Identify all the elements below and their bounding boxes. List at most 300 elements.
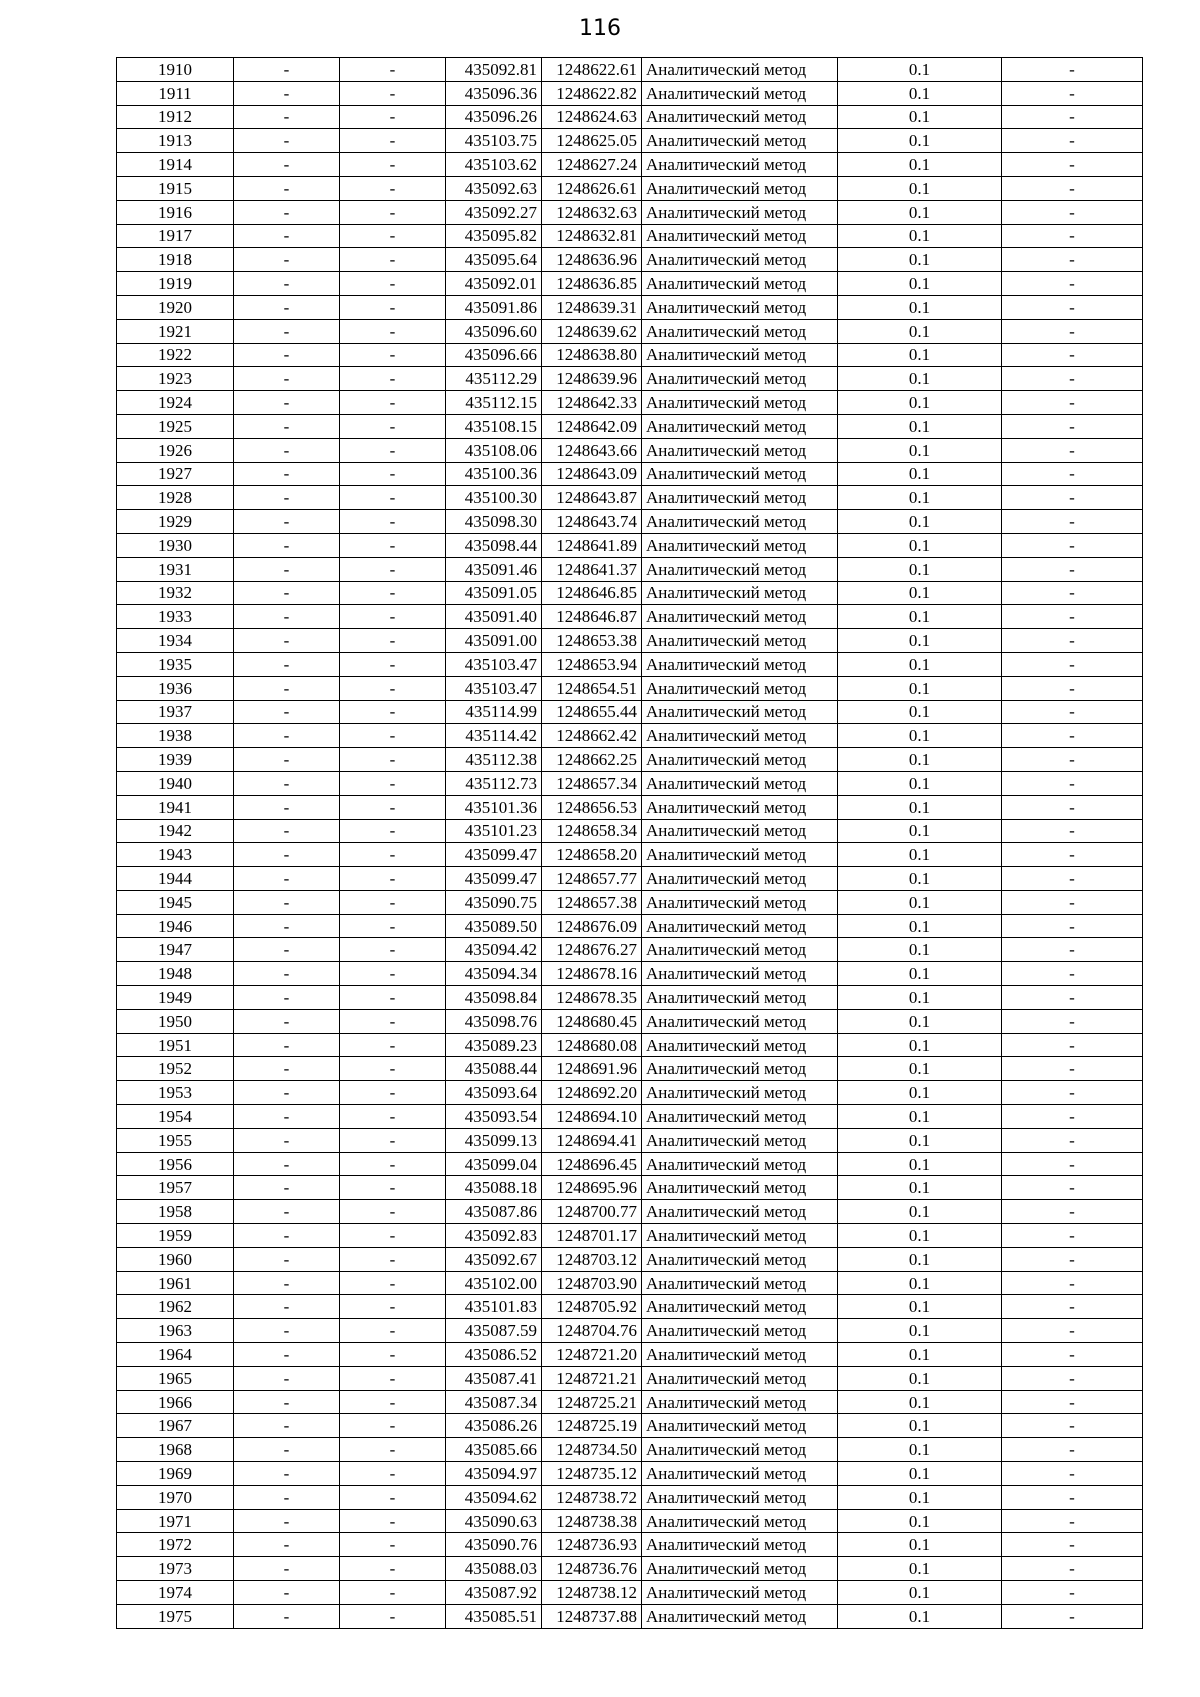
empty-cell: - <box>1002 1105 1143 1129</box>
empty-cell: - <box>234 1176 340 1200</box>
y-coordinate-cell: 1248738.38 <box>542 1509 642 1533</box>
method-cell: Аналитический метод <box>642 724 838 748</box>
point-number-cell: 1911 <box>117 81 234 105</box>
accuracy-cell: 0.1 <box>838 1581 1002 1605</box>
empty-cell: - <box>1002 795 1143 819</box>
accuracy-cell: 0.1 <box>838 724 1002 748</box>
x-coordinate-cell: 435100.30 <box>446 486 542 510</box>
method-cell: Аналитический метод <box>642 343 838 367</box>
x-coordinate-cell: 435112.38 <box>446 748 542 772</box>
empty-cell: - <box>1002 986 1143 1010</box>
empty-cell: - <box>234 153 340 177</box>
x-coordinate-cell: 435088.03 <box>446 1557 542 1581</box>
point-number-cell: 1960 <box>117 1247 234 1271</box>
method-cell: Аналитический метод <box>642 938 838 962</box>
accuracy-cell: 0.1 <box>838 367 1002 391</box>
accuracy-cell: 0.1 <box>838 1128 1002 1152</box>
point-number-cell: 1968 <box>117 1438 234 1462</box>
empty-cell: - <box>340 533 446 557</box>
empty-cell: - <box>1002 1081 1143 1105</box>
x-coordinate-cell: 435101.83 <box>446 1295 542 1319</box>
empty-cell: - <box>1002 1604 1143 1628</box>
x-coordinate-cell: 435090.75 <box>446 890 542 914</box>
empty-cell: - <box>234 438 340 462</box>
empty-cell: - <box>1002 343 1143 367</box>
point-number-cell: 1939 <box>117 748 234 772</box>
method-cell: Аналитический метод <box>642 557 838 581</box>
empty-cell: - <box>1002 700 1143 724</box>
accuracy-cell: 0.1 <box>838 176 1002 200</box>
point-number-cell: 1959 <box>117 1224 234 1248</box>
x-coordinate-cell: 435089.50 <box>446 914 542 938</box>
accuracy-cell: 0.1 <box>838 1390 1002 1414</box>
x-coordinate-cell: 435093.54 <box>446 1105 542 1129</box>
point-number-cell: 1913 <box>117 129 234 153</box>
x-coordinate-cell: 435085.51 <box>446 1604 542 1628</box>
empty-cell: - <box>234 1604 340 1628</box>
empty-cell: - <box>1002 510 1143 534</box>
y-coordinate-cell: 1248638.80 <box>542 343 642 367</box>
y-coordinate-cell: 1248676.27 <box>542 938 642 962</box>
table-row <box>117 1414 1143 1438</box>
y-coordinate-cell: 1248657.34 <box>542 771 642 795</box>
empty-cell: - <box>340 1247 446 1271</box>
method-cell: Аналитический метод <box>642 795 838 819</box>
empty-cell: - <box>1002 843 1143 867</box>
empty-cell: - <box>234 129 340 153</box>
table-row <box>117 1128 1143 1152</box>
empty-cell: - <box>340 1414 446 1438</box>
y-coordinate-cell: 1248636.85 <box>542 272 642 296</box>
x-coordinate-cell: 435114.99 <box>446 700 542 724</box>
empty-cell: - <box>340 819 446 843</box>
y-coordinate-cell: 1248662.42 <box>542 724 642 748</box>
table-row <box>117 248 1143 272</box>
method-cell: Аналитический метод <box>642 1057 838 1081</box>
empty-cell: - <box>340 1152 446 1176</box>
empty-cell: - <box>340 843 446 867</box>
empty-cell: - <box>340 748 446 772</box>
empty-cell: - <box>234 1200 340 1224</box>
empty-cell: - <box>1002 1200 1143 1224</box>
empty-cell: - <box>340 1462 446 1486</box>
empty-cell: - <box>1002 1485 1143 1509</box>
empty-cell: - <box>234 914 340 938</box>
empty-cell: - <box>234 81 340 105</box>
method-cell: Аналитический метод <box>642 748 838 772</box>
accuracy-cell: 0.1 <box>838 962 1002 986</box>
table-row <box>117 81 1143 105</box>
x-coordinate-cell: 435091.00 <box>446 629 542 653</box>
empty-cell: - <box>340 557 446 581</box>
empty-cell: - <box>234 795 340 819</box>
empty-cell: - <box>1002 1366 1143 1390</box>
accuracy-cell: 0.1 <box>838 890 1002 914</box>
table-row <box>117 1581 1143 1605</box>
method-cell: Аналитический метод <box>642 605 838 629</box>
table-row <box>117 652 1143 676</box>
empty-cell: - <box>1002 414 1143 438</box>
x-coordinate-cell: 435089.23 <box>446 1033 542 1057</box>
method-cell: Аналитический метод <box>642 771 838 795</box>
table-row <box>117 748 1143 772</box>
table-row <box>117 1105 1143 1129</box>
x-coordinate-cell: 435101.36 <box>446 795 542 819</box>
method-cell: Аналитический метод <box>642 962 838 986</box>
method-cell: Аналитический метод <box>642 1081 838 1105</box>
x-coordinate-cell: 435101.23 <box>446 819 542 843</box>
x-coordinate-cell: 435092.81 <box>446 58 542 82</box>
method-cell: Аналитический метод <box>642 1128 838 1152</box>
method-cell: Аналитический метод <box>642 438 838 462</box>
x-coordinate-cell: 435091.40 <box>446 605 542 629</box>
accuracy-cell: 0.1 <box>838 938 1002 962</box>
point-number-cell: 1910 <box>117 58 234 82</box>
y-coordinate-cell: 1248658.34 <box>542 819 642 843</box>
table-row <box>117 1176 1143 1200</box>
empty-cell: - <box>1002 81 1143 105</box>
x-coordinate-cell: 435088.18 <box>446 1176 542 1200</box>
table-row <box>117 176 1143 200</box>
accuracy-cell: 0.1 <box>838 533 1002 557</box>
empty-cell: - <box>1002 105 1143 129</box>
empty-cell: - <box>234 938 340 962</box>
empty-cell: - <box>1002 295 1143 319</box>
y-coordinate-cell: 1248639.31 <box>542 295 642 319</box>
empty-cell: - <box>340 1390 446 1414</box>
table-row <box>117 367 1143 391</box>
empty-cell: - <box>340 890 446 914</box>
empty-cell: - <box>340 1224 446 1248</box>
point-number-cell: 1943 <box>117 843 234 867</box>
empty-cell: - <box>340 867 446 891</box>
accuracy-cell: 0.1 <box>838 700 1002 724</box>
method-cell: Аналитический метод <box>642 1533 838 1557</box>
point-number-cell: 1961 <box>117 1271 234 1295</box>
y-coordinate-cell: 1248662.25 <box>542 748 642 772</box>
empty-cell: - <box>234 867 340 891</box>
empty-cell: - <box>340 581 446 605</box>
point-number-cell: 1957 <box>117 1176 234 1200</box>
x-coordinate-cell: 435092.27 <box>446 200 542 224</box>
point-number-cell: 1940 <box>117 771 234 795</box>
empty-cell: - <box>234 581 340 605</box>
y-coordinate-cell: 1248736.93 <box>542 1533 642 1557</box>
y-coordinate-cell: 1248678.16 <box>542 962 642 986</box>
x-coordinate-cell: 435098.30 <box>446 510 542 534</box>
accuracy-cell: 0.1 <box>838 1247 1002 1271</box>
point-number-cell: 1958 <box>117 1200 234 1224</box>
x-coordinate-cell: 435095.82 <box>446 224 542 248</box>
empty-cell: - <box>340 414 446 438</box>
x-coordinate-cell: 435091.05 <box>446 581 542 605</box>
method-cell: Аналитический метод <box>642 200 838 224</box>
empty-cell: - <box>340 1271 446 1295</box>
accuracy-cell: 0.1 <box>838 295 1002 319</box>
empty-cell: - <box>234 1485 340 1509</box>
point-number-cell: 1971 <box>117 1509 234 1533</box>
method-cell: Аналитический метод <box>642 1604 838 1628</box>
empty-cell: - <box>234 748 340 772</box>
x-coordinate-cell: 435091.46 <box>446 557 542 581</box>
empty-cell: - <box>1002 367 1143 391</box>
empty-cell: - <box>340 700 446 724</box>
point-number-cell: 1926 <box>117 438 234 462</box>
y-coordinate-cell: 1248680.45 <box>542 1009 642 1033</box>
empty-cell: - <box>340 343 446 367</box>
accuracy-cell: 0.1 <box>838 1343 1002 1367</box>
method-cell: Аналитический метод <box>642 1176 838 1200</box>
x-coordinate-cell: 435103.62 <box>446 153 542 177</box>
method-cell: Аналитический метод <box>642 58 838 82</box>
empty-cell: - <box>1002 1152 1143 1176</box>
x-coordinate-cell: 435092.67 <box>446 1247 542 1271</box>
x-coordinate-cell: 435086.26 <box>446 1414 542 1438</box>
point-number-cell: 1917 <box>117 224 234 248</box>
empty-cell: - <box>234 486 340 510</box>
y-coordinate-cell: 1248643.87 <box>542 486 642 510</box>
empty-cell: - <box>1002 1176 1143 1200</box>
method-cell: Аналитический метод <box>642 629 838 653</box>
table-row <box>117 58 1143 82</box>
accuracy-cell: 0.1 <box>838 1485 1002 1509</box>
y-coordinate-cell: 1248676.09 <box>542 914 642 938</box>
point-number-cell: 1924 <box>117 391 234 415</box>
table-row <box>117 343 1143 367</box>
x-coordinate-cell: 435102.00 <box>446 1271 542 1295</box>
method-cell: Аналитический метод <box>642 581 838 605</box>
method-cell: Аналитический метод <box>642 986 838 1010</box>
method-cell: Аналитический метод <box>642 105 838 129</box>
x-coordinate-cell: 435094.62 <box>446 1485 542 1509</box>
table-body <box>117 58 1143 1629</box>
x-coordinate-cell: 435098.84 <box>446 986 542 1010</box>
point-number-cell: 1945 <box>117 890 234 914</box>
point-number-cell: 1966 <box>117 1390 234 1414</box>
empty-cell: - <box>1002 391 1143 415</box>
accuracy-cell: 0.1 <box>838 1033 1002 1057</box>
table-row <box>117 462 1143 486</box>
empty-cell: - <box>340 129 446 153</box>
empty-cell: - <box>340 81 446 105</box>
method-cell: Аналитический метод <box>642 700 838 724</box>
empty-cell: - <box>234 1033 340 1057</box>
empty-cell: - <box>234 200 340 224</box>
empty-cell: - <box>1002 1295 1143 1319</box>
point-number-cell: 1967 <box>117 1414 234 1438</box>
method-cell: Аналитический метод <box>642 1438 838 1462</box>
empty-cell: - <box>234 700 340 724</box>
empty-cell: - <box>234 367 340 391</box>
x-coordinate-cell: 435100.36 <box>446 462 542 486</box>
empty-cell: - <box>340 914 446 938</box>
empty-cell: - <box>234 1224 340 1248</box>
empty-cell: - <box>340 1200 446 1224</box>
point-number-cell: 1921 <box>117 319 234 343</box>
empty-cell: - <box>1002 914 1143 938</box>
accuracy-cell: 0.1 <box>838 914 1002 938</box>
y-coordinate-cell: 1248656.53 <box>542 795 642 819</box>
y-coordinate-cell: 1248653.94 <box>542 652 642 676</box>
point-number-cell: 1964 <box>117 1343 234 1367</box>
empty-cell: - <box>340 1105 446 1129</box>
accuracy-cell: 0.1 <box>838 200 1002 224</box>
x-coordinate-cell: 435114.42 <box>446 724 542 748</box>
accuracy-cell: 0.1 <box>838 391 1002 415</box>
empty-cell: - <box>234 1009 340 1033</box>
empty-cell: - <box>340 295 446 319</box>
x-coordinate-cell: 435093.64 <box>446 1081 542 1105</box>
table-row <box>117 272 1143 296</box>
y-coordinate-cell: 1248705.92 <box>542 1295 642 1319</box>
y-coordinate-cell: 1248703.90 <box>542 1271 642 1295</box>
x-coordinate-cell: 435095.64 <box>446 248 542 272</box>
table-row <box>117 914 1143 938</box>
empty-cell: - <box>234 724 340 748</box>
table-row <box>117 771 1143 795</box>
y-coordinate-cell: 1248646.85 <box>542 581 642 605</box>
table-row <box>117 938 1143 962</box>
method-cell: Аналитический метод <box>642 1581 838 1605</box>
x-coordinate-cell: 435099.47 <box>446 843 542 867</box>
method-cell: Аналитический метод <box>642 176 838 200</box>
x-coordinate-cell: 435108.06 <box>446 438 542 462</box>
x-coordinate-cell: 435112.15 <box>446 391 542 415</box>
empty-cell: - <box>340 1604 446 1628</box>
point-number-cell: 1922 <box>117 343 234 367</box>
y-coordinate-cell: 1248642.09 <box>542 414 642 438</box>
point-number-cell: 1935 <box>117 652 234 676</box>
accuracy-cell: 0.1 <box>838 795 1002 819</box>
y-coordinate-cell: 1248704.76 <box>542 1319 642 1343</box>
x-coordinate-cell: 435108.15 <box>446 414 542 438</box>
empty-cell: - <box>234 224 340 248</box>
accuracy-cell: 0.1 <box>838 581 1002 605</box>
point-number-cell: 1941 <box>117 795 234 819</box>
empty-cell: - <box>1002 962 1143 986</box>
accuracy-cell: 0.1 <box>838 676 1002 700</box>
accuracy-cell: 0.1 <box>838 1105 1002 1129</box>
point-number-cell: 1927 <box>117 462 234 486</box>
table-row <box>117 1509 1143 1533</box>
y-coordinate-cell: 1248721.20 <box>542 1343 642 1367</box>
method-cell: Аналитический метод <box>642 1343 838 1367</box>
table-row <box>117 510 1143 534</box>
table-row <box>117 795 1143 819</box>
empty-cell: - <box>234 557 340 581</box>
point-number-cell: 1930 <box>117 533 234 557</box>
point-number-cell: 1949 <box>117 986 234 1010</box>
table-row <box>117 295 1143 319</box>
empty-cell: - <box>1002 272 1143 296</box>
y-coordinate-cell: 1248657.38 <box>542 890 642 914</box>
empty-cell: - <box>1002 1581 1143 1605</box>
table-row <box>117 319 1143 343</box>
point-number-cell: 1955 <box>117 1128 234 1152</box>
empty-cell: - <box>340 1533 446 1557</box>
y-coordinate-cell: 1248694.41 <box>542 1128 642 1152</box>
y-coordinate-cell: 1248738.72 <box>542 1485 642 1509</box>
empty-cell: - <box>340 367 446 391</box>
empty-cell: - <box>1002 938 1143 962</box>
accuracy-cell: 0.1 <box>838 771 1002 795</box>
method-cell: Аналитический метод <box>642 1509 838 1533</box>
method-cell: Аналитический метод <box>642 1033 838 1057</box>
method-cell: Аналитический метод <box>642 819 838 843</box>
accuracy-cell: 0.1 <box>838 819 1002 843</box>
x-coordinate-cell: 435096.66 <box>446 343 542 367</box>
method-cell: Аналитический метод <box>642 1390 838 1414</box>
method-cell: Аналитический метод <box>642 319 838 343</box>
empty-cell: - <box>1002 1438 1143 1462</box>
method-cell: Аналитический метод <box>642 153 838 177</box>
table-row <box>117 105 1143 129</box>
method-cell: Аналитический метод <box>642 843 838 867</box>
y-coordinate-cell: 1248680.08 <box>542 1033 642 1057</box>
y-coordinate-cell: 1248654.51 <box>542 676 642 700</box>
empty-cell: - <box>340 319 446 343</box>
empty-cell: - <box>340 1509 446 1533</box>
accuracy-cell: 0.1 <box>838 1057 1002 1081</box>
empty-cell: - <box>234 1152 340 1176</box>
accuracy-cell: 0.1 <box>838 1366 1002 1390</box>
empty-cell: - <box>234 414 340 438</box>
empty-cell: - <box>234 1247 340 1271</box>
point-number-cell: 1919 <box>117 272 234 296</box>
y-coordinate-cell: 1248703.12 <box>542 1247 642 1271</box>
empty-cell: - <box>234 248 340 272</box>
empty-cell: - <box>340 176 446 200</box>
empty-cell: - <box>1002 58 1143 82</box>
empty-cell: - <box>234 462 340 486</box>
empty-cell: - <box>234 1105 340 1129</box>
y-coordinate-cell: 1248627.24 <box>542 153 642 177</box>
x-coordinate-cell: 435099.13 <box>446 1128 542 1152</box>
method-cell: Аналитический метод <box>642 224 838 248</box>
table-row <box>117 605 1143 629</box>
y-coordinate-cell: 1248642.33 <box>542 391 642 415</box>
point-number-cell: 1946 <box>117 914 234 938</box>
empty-cell: - <box>340 771 446 795</box>
method-cell: Аналитический метод <box>642 1247 838 1271</box>
method-cell: Аналитический метод <box>642 1105 838 1129</box>
empty-cell: - <box>234 1557 340 1581</box>
empty-cell: - <box>340 795 446 819</box>
accuracy-cell: 0.1 <box>838 462 1002 486</box>
empty-cell: - <box>340 1343 446 1367</box>
table-row <box>117 1295 1143 1319</box>
empty-cell: - <box>1002 1533 1143 1557</box>
table-row <box>117 1462 1143 1486</box>
method-cell: Аналитический метод <box>642 1295 838 1319</box>
x-coordinate-cell: 435094.34 <box>446 962 542 986</box>
accuracy-cell: 0.1 <box>838 153 1002 177</box>
empty-cell: - <box>1002 129 1143 153</box>
table-row <box>117 843 1143 867</box>
table-row <box>117 1057 1143 1081</box>
y-coordinate-cell: 1248646.87 <box>542 605 642 629</box>
empty-cell: - <box>234 1533 340 1557</box>
method-cell: Аналитический метод <box>642 391 838 415</box>
point-number-cell: 1912 <box>117 105 234 129</box>
empty-cell: - <box>234 1509 340 1533</box>
empty-cell: - <box>234 391 340 415</box>
empty-cell: - <box>1002 890 1143 914</box>
point-number-cell: 1925 <box>117 414 234 438</box>
method-cell: Аналитический метод <box>642 1414 838 1438</box>
method-cell: Аналитический метод <box>642 367 838 391</box>
point-number-cell: 1948 <box>117 962 234 986</box>
